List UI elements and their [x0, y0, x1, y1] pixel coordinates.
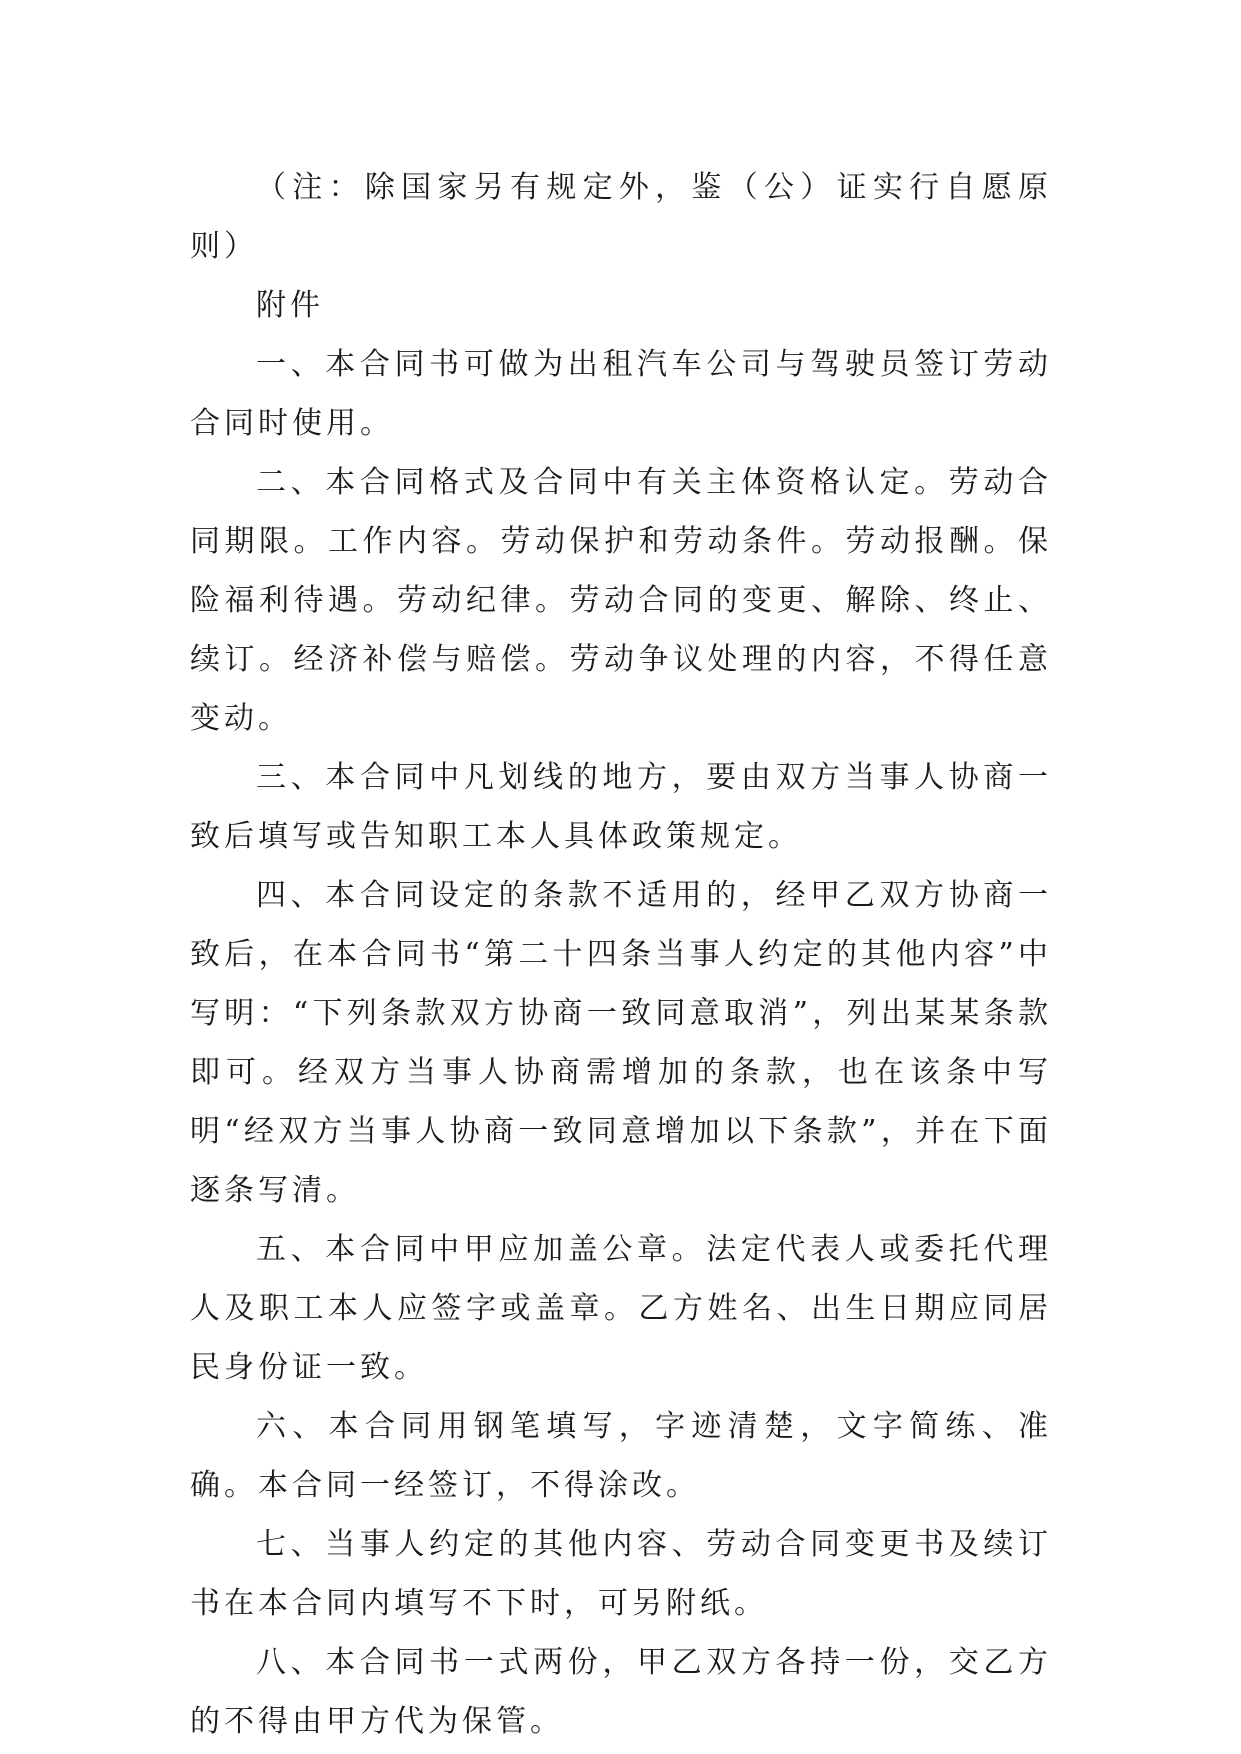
clause-8: 八、本合同书一式两份，甲乙双方各持一份，交乙方的不得由甲方代为保管。 [190, 1645, 1052, 1739]
clause-2: 二、本合同格式及合同中有关主体资格认定。劳动合同期限。工作内容。劳动保护和劳动条件。劳动报酬。保险福利待遇。劳动纪律。劳动合同的变更、解除、终止、续订。经济补偿与赔偿。劳动争议处理的内容，不得任意变动。 [190, 465, 1052, 736]
clause-1: 一、本合同书可做为出租汽车公司与驾驶员签订劳动合同时使用。 [190, 347, 1052, 441]
clause-6: 六、本合同用钢笔填写，字迹清楚，文字简练、准确。本合同一经签订，不得涂改。 [190, 1409, 1052, 1503]
clause-5: 五、本合同中甲应加盖公章。法定代表人或委托代理人及职工本人应签字或盖章。乙方姓名、出生日期应同居民身份证一致。 [190, 1232, 1052, 1385]
attachment-heading: 附件 [256, 288, 324, 323]
document-body [190, 158, 1052, 1751]
note-paragraph: （注：除国家另有规定外，鉴（公）证实行自愿原则） [190, 170, 1052, 264]
clause-7: 七、当事人约定的其他内容、劳动合同变更书及续订书在本合同内填写不下时，可另附纸。 [190, 1527, 1052, 1621]
clause-4: 四、本合同设定的条款不适用的，经甲乙双方协商一致后，在本合同书“第二十四条当事人约定的其他内容”中写明：“下列条款双方协商一致同意取消”，列出某某条款即可。经双方当事人协商需增加的条款，也在该条中写明“经双方当事人协商一致同意增加以下条款”，并在下面逐条写清。 [190, 878, 1052, 1208]
clause-3: 三、本合同中凡划线的地方，要由双方当事人协商一致后填写或告知职工本人具体政策规定。 [190, 760, 1052, 854]
